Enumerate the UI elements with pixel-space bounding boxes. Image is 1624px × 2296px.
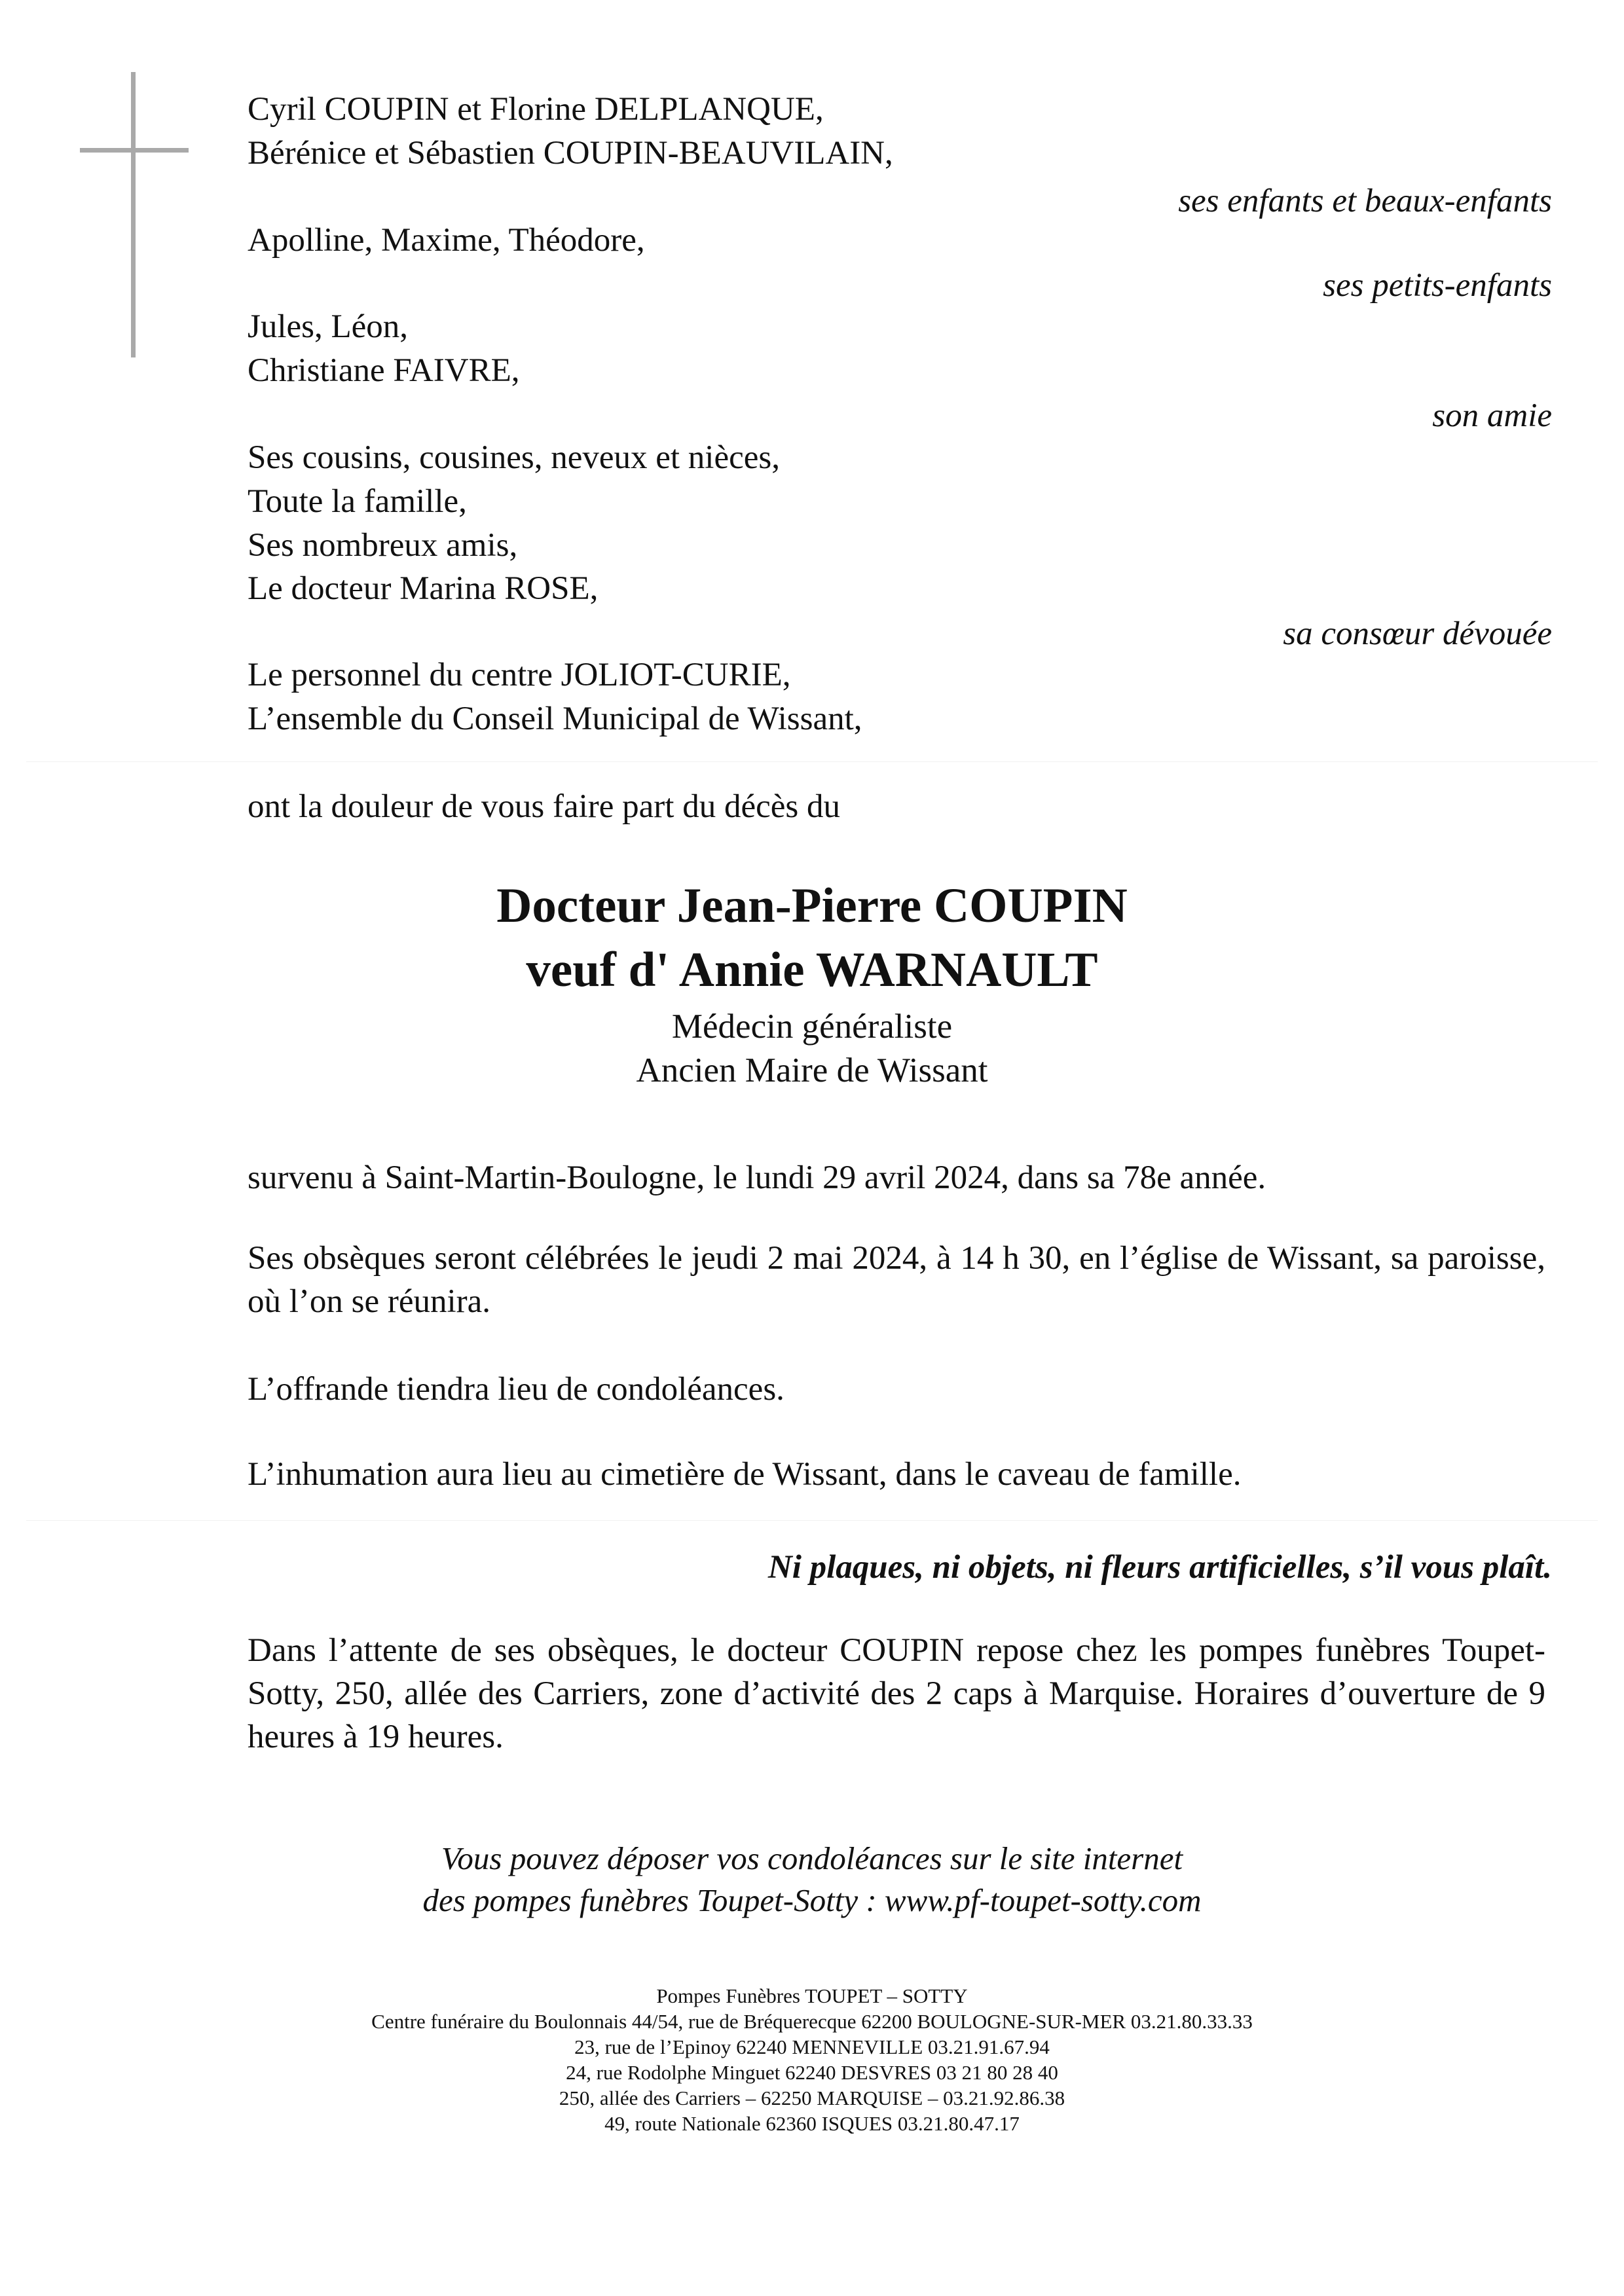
deceased-name: Docteur Jean-Pierre COUPIN — [496, 879, 1128, 933]
children-line-2: Bérénice et Sébastien COUPIN-BEAUVILAIN, — [248, 135, 893, 172]
cross-vertical-bar — [131, 72, 136, 357]
announcement-intro: ont la douleur de vous faire part du décès du — [248, 788, 840, 825]
condolences-line-1: Vous pouvez déposer vos condoléances sur le site internet — [441, 1840, 1183, 1876]
resting-details: Dans l’attente de ses obsèques, le docteur COUPIN repose chez les pompes funèbres Toupet-Sotty, 250, allée des Carriers, zone d’activité des 2 caps à Marquise. Horaires d’ouverture de 9 heures à 19 heures. — [248, 1632, 1545, 1755]
footer-address-4: 250, allée des Carriers – 62250 MARQUISE – 03.21.92.86.38 — [559, 2086, 1065, 2109]
condolences-line-2: des pompes funèbres Toupet-Sotty : www.pf-toupet-sotty.com — [422, 1882, 1202, 1918]
scan-divider — [26, 1520, 1598, 1521]
staff-line-1: Le personnel du centre JOLIOT-CURIE, — [248, 657, 791, 693]
footer-address-3: 24, rue Rodolphe Minguet 62240 DESVRES 03 21 80 28 40 — [566, 2061, 1058, 2084]
footer-address-2: 23, rue de l’Epinoy 62240 MENNEVILLE 03.21.91.67.94 — [574, 2035, 1050, 2058]
children-line-1: Cyril COUPIN et Florine DELPLANQUE, — [248, 91, 824, 128]
relatives-line-2: Toute la famille, — [248, 483, 467, 520]
relatives-line-3: Ses nombreux amis, — [248, 527, 518, 564]
friend-role: son amie — [1432, 397, 1552, 434]
deceased-widower: veuf d' Annie WARNAULT — [526, 943, 1098, 997]
grandchildren-line-2: Jules, Léon, — [248, 308, 409, 345]
offering-note: L’offrande tiendra lieu de condoléances. — [248, 1371, 784, 1408]
grandchildren-line-1: Apolline, Maxime, Théodore, — [248, 222, 645, 259]
death-details: survenu à Saint-Martin-Boulogne, le lundi 29 avril 2024, dans sa 78e année. — [248, 1159, 1266, 1196]
no-plaques-note: Ni plaques, ni objets, ni fleurs artificielles, s’il vous plaît. — [767, 1549, 1552, 1586]
relatives-line-1: Ses cousins, cousines, neveux et nièces, — [248, 439, 780, 476]
children-role: ses enfants et beaux-enfants — [1178, 183, 1552, 219]
grandchildren-role: ses petits-enfants — [1323, 267, 1552, 304]
scan-divider — [26, 761, 1598, 762]
staff-line-2: L’ensemble du Conseil Municipal de Wissant, — [248, 701, 862, 737]
colleague-role: sa consœur dévouée — [1283, 615, 1552, 652]
funeral-details: Ses obsèques seront célébrées le jeudi 2 mai 2024, à 14 h 30, en l’église de Wissant, sa paroisse, où l’on se réunira. — [248, 1240, 1545, 1320]
friend-line: Christiane FAIVRE, — [248, 352, 520, 389]
footer-address-5: 49, route Nationale 62360 ISQUES 03.21.80.47.17 — [604, 2112, 1020, 2135]
relatives-line-4: Le docteur Marina ROSE, — [248, 570, 599, 607]
cross-horizontal-bar — [80, 148, 189, 153]
burial-details: L’inhumation aura lieu au cimetière de Wissant, dans le caveau de famille. — [248, 1456, 1242, 1493]
deceased-title-1: Médecin généraliste — [671, 1008, 953, 1046]
footer-company: Pompes Funèbres TOUPET – SOTTY — [656, 1984, 968, 2007]
deceased-title-2: Ancien Maire de Wissant — [636, 1051, 988, 1089]
footer-address-1: Centre funéraire du Boulonnais 44/54, rue de Bréquerecque 62200 BOULOGNE-SUR-MER 03.21.80.33.33 — [371, 2010, 1253, 2033]
